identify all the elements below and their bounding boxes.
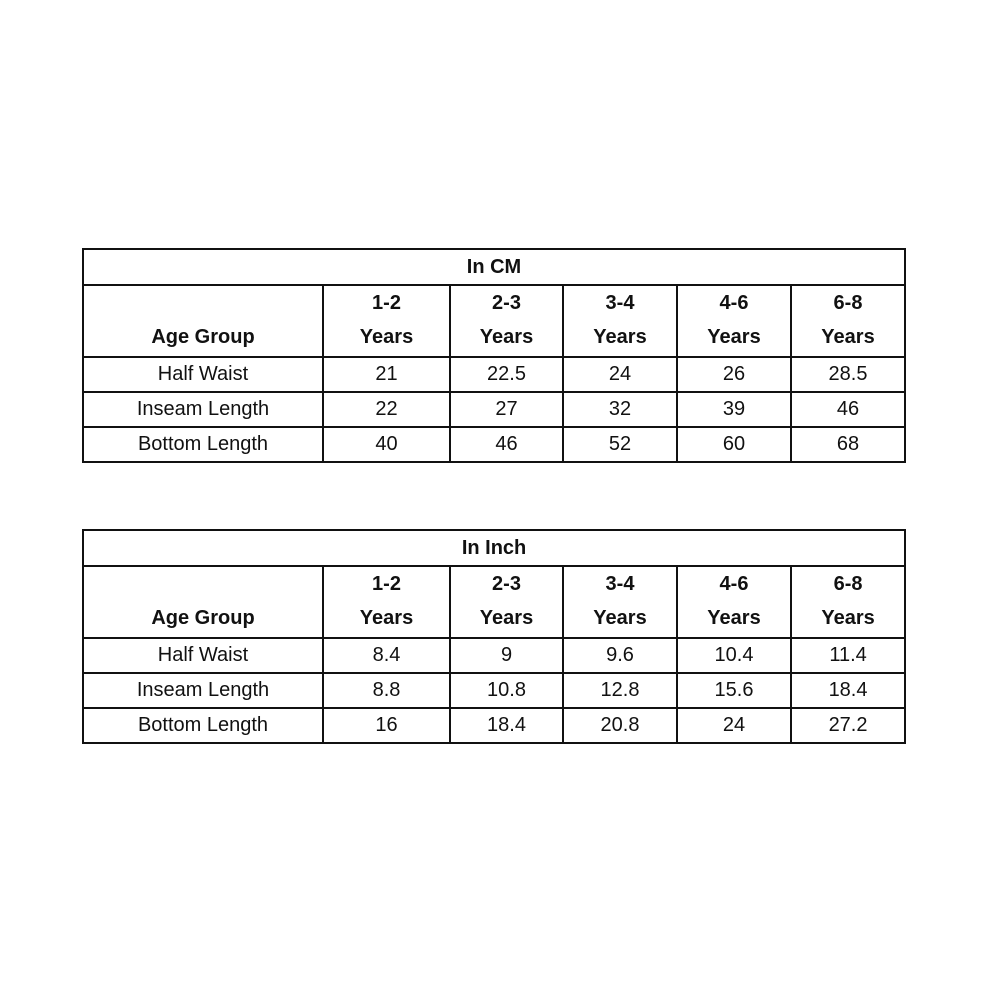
column-header — [677, 285, 791, 357]
column-header — [563, 566, 677, 638]
table-cell: 9.6 — [563, 638, 677, 673]
column-header — [323, 285, 450, 357]
row-label: Half Waist — [83, 357, 323, 392]
table-cell: 8.4 — [323, 638, 450, 673]
age-range: 3-4 — [605, 292, 635, 314]
column-header — [450, 566, 563, 638]
size-table-cm — [82, 248, 906, 463]
column-header — [791, 285, 905, 357]
table-row — [83, 673, 905, 708]
table-row — [83, 427, 905, 462]
size-table-inch — [82, 529, 906, 744]
column-header — [563, 285, 677, 357]
age-group-header: Age Group — [83, 566, 323, 638]
table-cell: 12.8 — [563, 673, 677, 708]
table-cell: 27.2 — [791, 708, 905, 743]
header-row — [83, 566, 905, 638]
table-cell: 39 — [677, 392, 791, 427]
column-header — [323, 566, 450, 638]
table-cell: 15.6 — [677, 673, 791, 708]
table-row — [83, 392, 905, 427]
age-unit: Years — [479, 326, 534, 348]
age-range: 4-6 — [719, 292, 749, 314]
table-cell: 27 — [450, 392, 563, 427]
table-cell: 24 — [677, 708, 791, 743]
age-group-header: Age Group — [83, 285, 323, 357]
table-cell: 22.5 — [450, 357, 563, 392]
row-label: Inseam Length — [83, 673, 323, 708]
table-row — [83, 638, 905, 673]
column-header — [450, 285, 563, 357]
table-cell: 20.8 — [563, 708, 677, 743]
age-range: 2-3 — [492, 573, 521, 595]
table-cell: 21 — [323, 357, 450, 392]
table-cell: 68 — [791, 427, 905, 462]
table-cell: 11.4 — [791, 638, 905, 673]
age-range: 3-4 — [605, 573, 635, 595]
table-cell: 18.4 — [450, 708, 563, 743]
table-title: In Inch — [83, 530, 905, 566]
table-cell: 26 — [677, 357, 791, 392]
age-unit: Years — [821, 326, 875, 348]
table-cell: 24 — [563, 357, 677, 392]
table-cell: 8.8 — [323, 673, 450, 708]
table-cell: 16 — [323, 708, 450, 743]
table-cell: 40 — [323, 427, 450, 462]
age-range: 1-2 — [372, 573, 401, 595]
age-range: 1-2 — [372, 292, 401, 314]
table-cell: 18.4 — [791, 673, 905, 708]
table-cell: 46 — [450, 427, 563, 462]
age-unit: Years — [707, 326, 761, 348]
table-title: In CM — [83, 249, 905, 285]
table-cell: 46 — [791, 392, 905, 427]
column-header — [791, 566, 905, 638]
table-cell: 52 — [563, 427, 677, 462]
row-label: Bottom Length — [83, 708, 323, 743]
age-unit: Years — [593, 607, 647, 629]
table-cell: 28.5 — [791, 357, 905, 392]
age-unit: Years — [359, 326, 414, 348]
age-range: 2-3 — [492, 292, 521, 314]
age-unit: Years — [707, 607, 761, 629]
row-label: Half Waist — [83, 638, 323, 673]
row-label: Inseam Length — [83, 392, 323, 427]
table-cell: 10.4 — [677, 638, 791, 673]
header-row — [83, 285, 905, 357]
age-unit: Years — [593, 326, 647, 348]
table-cell: 9 — [450, 638, 563, 673]
age-unit: Years — [359, 607, 414, 629]
table-row — [83, 708, 905, 743]
age-range: 6-8 — [833, 292, 863, 314]
table-cell: 60 — [677, 427, 791, 462]
age-unit: Years — [479, 607, 534, 629]
age-unit: Years — [821, 607, 875, 629]
column-header — [677, 566, 791, 638]
row-label: Bottom Length — [83, 427, 323, 462]
table-cell: 10.8 — [450, 673, 563, 708]
age-range: 6-8 — [833, 573, 863, 595]
table-row — [83, 357, 905, 392]
age-range: 4-6 — [719, 573, 749, 595]
table-cell: 22 — [323, 392, 450, 427]
table-cell: 32 — [563, 392, 677, 427]
